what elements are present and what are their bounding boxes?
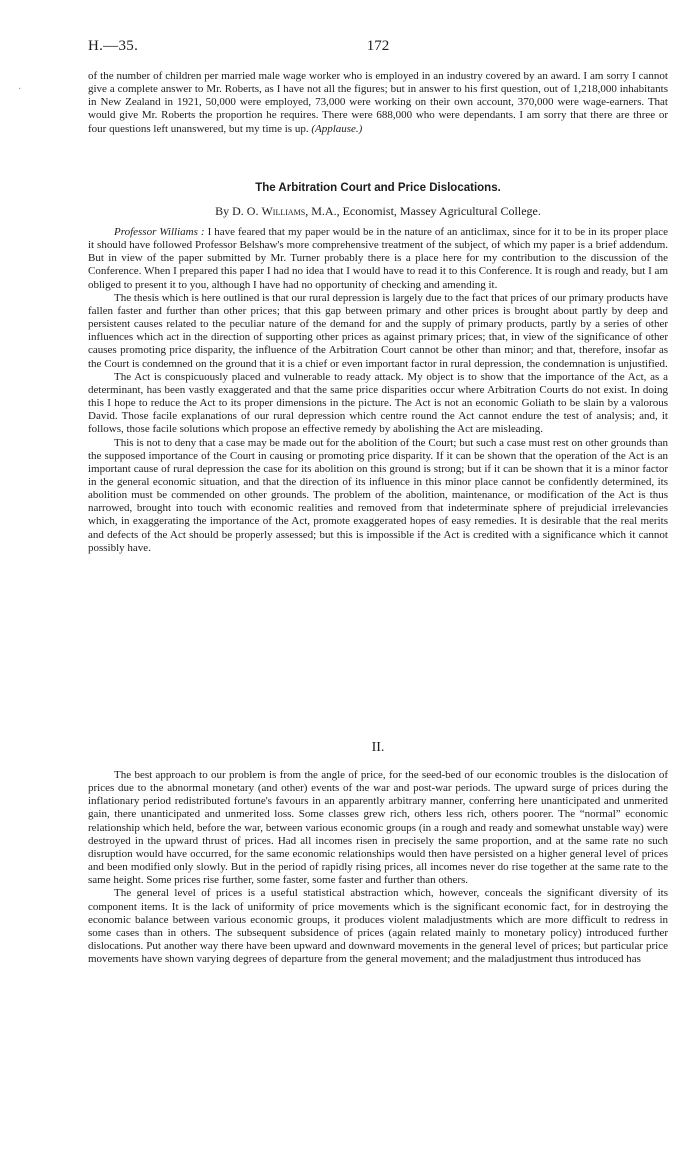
section-heading: II. [371, 740, 385, 755]
page-header [88, 38, 668, 58]
speaker-label: Professor Williams : [114, 226, 205, 238]
applause-note: (Applause.) [311, 122, 363, 135]
body-paragraph: The Act is conspicuously placed and vulnerable to ready attack. My object is to show that the importance of the Act, as a determinant, has been vastly exaggerated and that the same price disparities occur where Arbitration Courts do not exist. In doing this I hope to reduce the Act to its proper dimensions in the picture. The Act is not an economic Goliath to be slain by a valorous David. Those facile explanations of our rural depression which centre round the Act cannot endure the test of analysis; and, it follows, those facile solutions which propose an effective remedy by abolishing the Act are misleading. [88, 370, 668, 436]
body-paragraph: The thesis which is here outlined is that our rural depression is largely due to the fact that prices of our primary products have fallen faster and further than other prices; that this gap between primary and other prices is brought about partly by deep and persistent causes related to the peculiar nature of the demand for and the supply of primary products, partly by a series of other influences which act in the direction of supporting other prices as against primary prices; that, in view of the significance of other causes promoting price disparity, the influence of the Arbitration Court cannot be other than minor; and that, therefore, insofar as the Court is condemned on the ground that it is a chief or even important factor in rural depression, the condemnation is unjustified. [88, 291, 668, 370]
body-paragraph: The general level of prices is a useful statistical abstraction which, however, conceals the significant diversity of its component items. It is the lack of uniformity of price movements which is the significant economic fact, for in destroying the economic balance between various economic groups, it produces violent maladjustments which are more difficult to redress in some cases than in others. The subsequent subsidence of prices (again related mainly to monetary policy) introduced further dislocations. Put another way there have been upward and downward movements in the general level of prices; but particular price movements have shown varying degrees of departure from the general movement; and the maladjustment thus introduced has [88, 887, 668, 966]
page-number: 172 [366, 38, 390, 54]
margin-mark: · [18, 84, 22, 95]
article-body-section-2 [88, 769, 668, 966]
byline-prefix: By D. O. [215, 204, 259, 218]
article-title: The Arbitration Court and Price Dislocations. [255, 182, 501, 194]
body-paragraph: The best approach to our problem is from the angle of price, for the seed-bed of our economic troubles is the dislocation of prices due to the abnormal monetary (and other) events of the war and post-war periods. The upward surge of prices during the inflationary period redistributed fortune's favours in an apparently arbitrary manner, conferring here unanticipated and unmerited gain, there unanticipated and unmerited loss. Some classes grew rich, others less rich, others poorer. The “normal” economic relationship which held, before the war, between various economic groups (in a rough and ready and somewhat unstable way) were destroyed in the upward thrust of prices. Had all incomes risen in precisely the same proportion, and at the same rate no such disruption would have occurred, for the same economic relationships would then have persisted on a higher general level of prices and been modified only slowly. But in the period of rapidly rising prices, all incomes never do rise together at the same rate to the same height. Some prices rise further, some faster, some faster and further than others. [88, 769, 668, 887]
article-body-section-1 [88, 226, 668, 555]
body-paragraph: This is not to deny that a case may be made out for the abolition of the Court; but such a case must rest on other grounds than the supposed importance of the Court in causing or promoting price disparity. If it can be shown that the operation of the Act is an important cause of rural depression the case for its abolition on this ground is strong; but if it can be shown that it is a minor factor in the general economic situation, and that the direction of its influence in this minor place cannot be confidently determined, its abolition must be commended on other grounds. The problem of the abolition, maintenance, or modification of the Act is thus narrowed, brought into touch with economic realities and removed from that indeterminate sphere of prejudicial irrelevancies which, in exaggerating the importance of the Act, promote exaggerated hopes of easy remedies. It is desirable that the real merits and defects of the Act should be properly assessed; but this is impossible if the Act is credited with a significance which it cannot possibly have. [88, 436, 668, 554]
intro-paragraph [88, 70, 668, 136]
byline-author: Williams [261, 204, 306, 218]
article-byline [88, 204, 668, 219]
byline-suffix: , M.A., Economist, Massey Agricultural College. [305, 204, 541, 218]
body-paragraph: Professor Williams : I have feared that my paper would be in the nature of an anticlimax, since for it to be in its proper place it should have followed Professor Belshaw's more comprehensive treatment of the subject, of which my paper is a brief addendum. But in view of the paper submitted by Mr. Turner probably there is a place here for my contribution to the discussion of the Conference. When I prepared this paper I had no idea that I would have to read it to this Conference. It is rough and ready, but I am obliged to present it to you, although I have had no opportunity of checking and amending it. [88, 226, 669, 291]
document-reference: H.—35. [88, 38, 139, 54]
intro-text: of the number of children per married male wage worker who is employed in an industry covered by an award. I am sorry I cannot give a complete answer to Mr. Roberts, as I have not all the figures; but in answer to his first question, out of 1,218,000 inhabitants in New Zealand in 1921, 50,000 were employed, 73,000 were working on their own account, 370,000 were wage-earners. That would give Mr. Roberts the proportion he requires. There were 688,000 who were dependants. I am sorry that there are three or four questions left unanswered, but my time is up. [88, 70, 668, 135]
